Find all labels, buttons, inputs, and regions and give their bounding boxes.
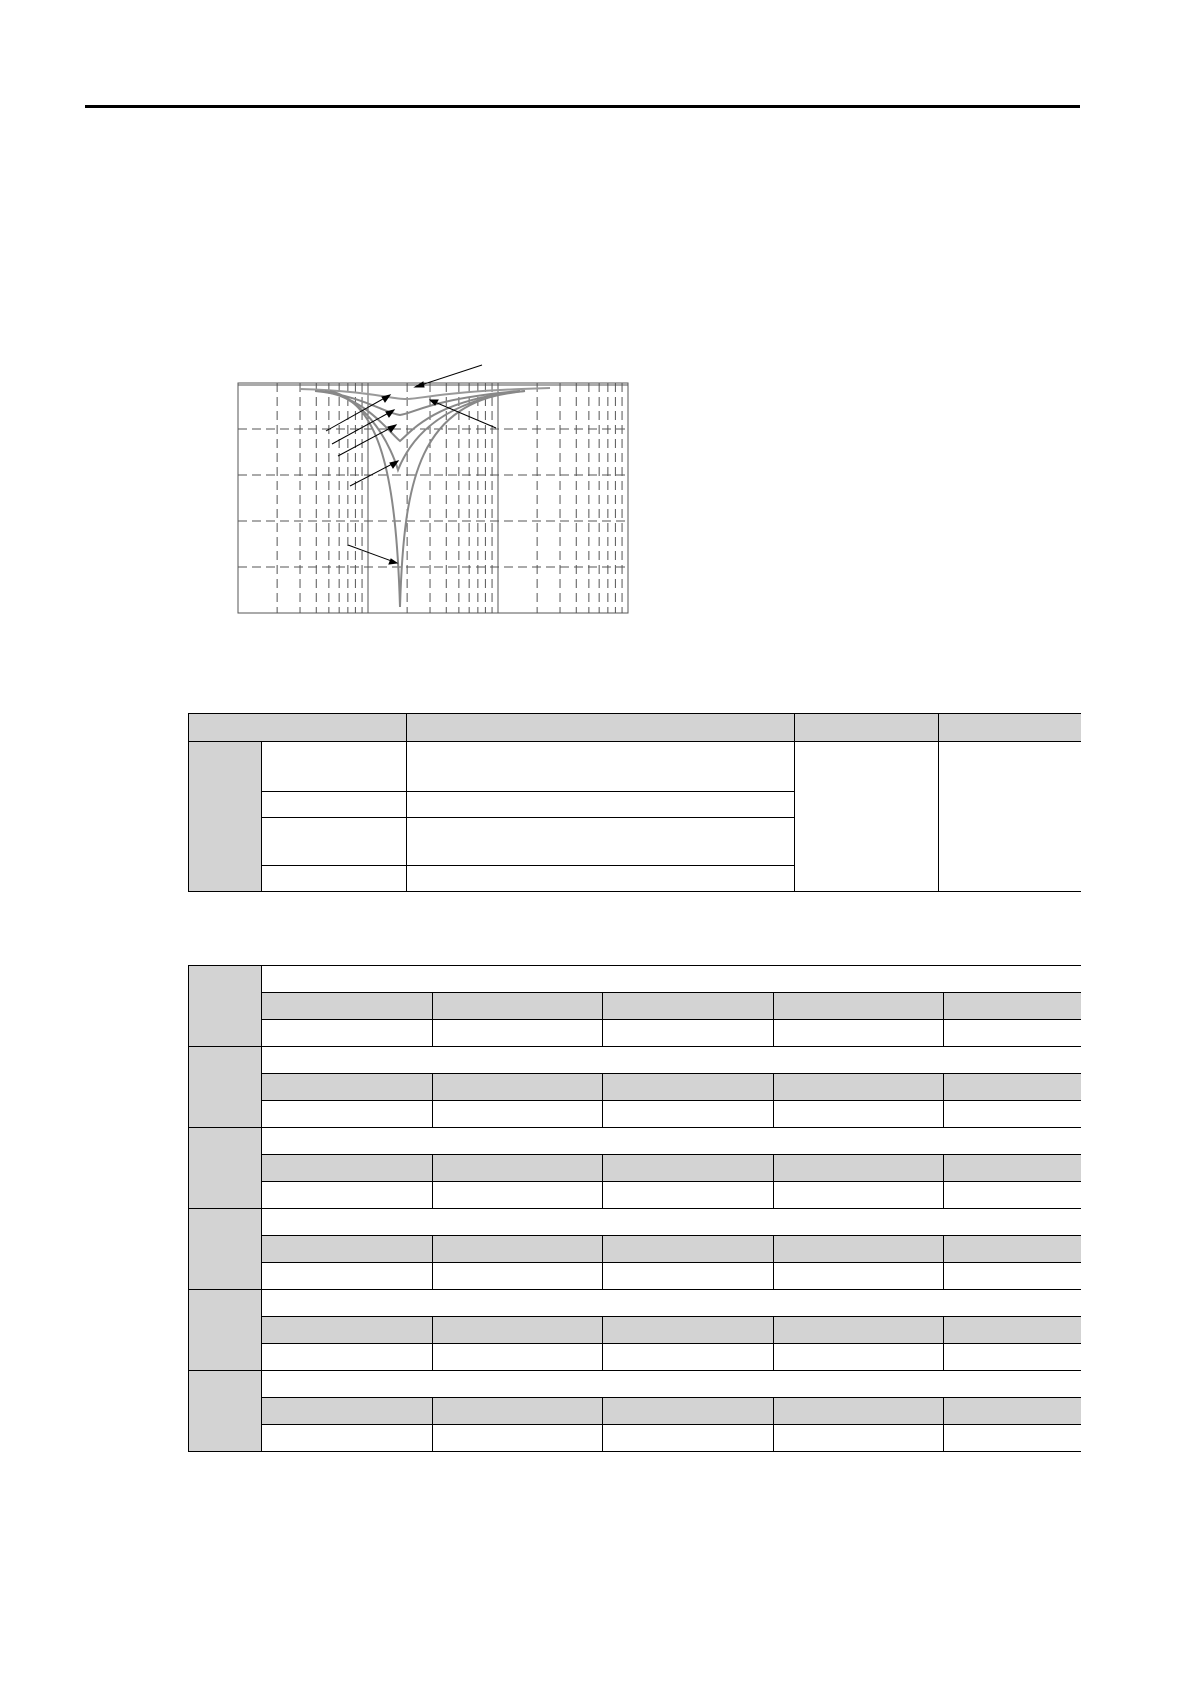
group-header-cell xyxy=(433,1317,603,1344)
table-header-cell xyxy=(939,714,1081,742)
group-cell xyxy=(189,742,262,892)
row-desc-cell xyxy=(407,792,795,818)
parameter-table xyxy=(188,713,1081,892)
group-title-row xyxy=(189,966,1081,993)
group-value-cell xyxy=(944,1344,1081,1371)
group-value-cell xyxy=(944,1182,1081,1209)
group-side-cell xyxy=(189,1209,262,1290)
group-value-cell xyxy=(262,1182,433,1209)
group-header-cell xyxy=(262,1074,433,1101)
header-rule xyxy=(85,105,1080,108)
group-header-cell xyxy=(944,993,1081,1020)
group-value-cell xyxy=(774,1182,944,1209)
plot-frame xyxy=(238,383,628,613)
group-value-cell xyxy=(262,1263,433,1290)
table-row xyxy=(189,742,1081,792)
group-header-cell xyxy=(433,993,603,1020)
group-header-cell xyxy=(603,1398,774,1425)
row-desc-cell xyxy=(407,818,795,866)
group-header-cell xyxy=(944,1236,1081,1263)
group-value-cell xyxy=(603,1344,774,1371)
row-name-cell xyxy=(262,792,407,818)
group-header-row xyxy=(189,1317,1081,1344)
group-header-cell xyxy=(262,1236,433,1263)
callout-line-top xyxy=(415,365,482,387)
group-value-cell xyxy=(603,1263,774,1290)
group-value-cell xyxy=(774,1020,944,1047)
group-title-cell xyxy=(262,1209,1081,1236)
shared-value-cell xyxy=(939,742,1081,892)
group-side-cell xyxy=(189,966,262,1047)
group-header-cell xyxy=(774,1317,944,1344)
callout-line-right xyxy=(430,400,496,428)
row-name-cell xyxy=(262,742,407,792)
callout-arrowhead-bottom xyxy=(389,559,397,564)
group-value-cell xyxy=(944,1101,1081,1128)
group-value-row xyxy=(189,1263,1081,1290)
group-header-cell xyxy=(944,1074,1081,1101)
group-header-row xyxy=(189,1155,1081,1182)
group-side-cell xyxy=(189,1371,262,1452)
row-name-cell xyxy=(262,818,407,866)
group-header-cell xyxy=(262,1317,433,1344)
group-side-cell xyxy=(189,1047,262,1128)
group-header-cell xyxy=(944,1155,1081,1182)
group-header-cell xyxy=(944,1317,1081,1344)
group-header-cell xyxy=(603,1155,774,1182)
group-value-cell xyxy=(944,1020,1081,1047)
group-value-cell xyxy=(433,1101,603,1128)
group-header-cell xyxy=(262,993,433,1020)
table-header-cell xyxy=(189,714,407,742)
group-title-cell xyxy=(262,1047,1081,1074)
group-value-cell xyxy=(262,1344,433,1371)
group-header-row xyxy=(189,993,1081,1020)
group-header-cell xyxy=(774,1236,944,1263)
group-header-cell xyxy=(433,1155,603,1182)
group-header-cell xyxy=(603,1236,774,1263)
group-header-cell xyxy=(774,993,944,1020)
group-header-cell xyxy=(603,993,774,1020)
shared-value-cell xyxy=(795,742,939,892)
group-value-row xyxy=(189,1344,1081,1371)
group-title-cell xyxy=(262,1128,1081,1155)
group-value-cell xyxy=(433,1182,603,1209)
group-value-row xyxy=(189,1101,1081,1128)
notch-curve-1 xyxy=(315,391,520,415)
group-value-row xyxy=(189,1182,1081,1209)
callout-line-left-3 xyxy=(338,425,396,456)
group-header-row xyxy=(189,1398,1081,1425)
group-value-cell xyxy=(433,1020,603,1047)
row-name-cell xyxy=(262,866,407,892)
group-value-cell xyxy=(774,1263,944,1290)
group-header-cell xyxy=(774,1155,944,1182)
table-header-row xyxy=(189,714,1081,742)
group-header-cell xyxy=(774,1398,944,1425)
group-side-cell xyxy=(189,1128,262,1209)
group-side-cell xyxy=(189,1290,262,1371)
notch-curve-deep xyxy=(330,391,520,607)
group-value-cell xyxy=(774,1425,944,1452)
group-header-row xyxy=(189,1236,1081,1263)
group-value-cell xyxy=(262,1020,433,1047)
group-value-cell xyxy=(603,1425,774,1452)
group-title-row xyxy=(189,1047,1081,1074)
row-desc-cell xyxy=(407,742,795,792)
table-header-cell xyxy=(795,714,939,742)
group-title-row xyxy=(189,1209,1081,1236)
group-header-cell xyxy=(262,1155,433,1182)
group-value-row xyxy=(189,1425,1081,1452)
group-header-cell xyxy=(774,1074,944,1101)
group-value-cell xyxy=(433,1344,603,1371)
settings-table xyxy=(188,965,1081,1452)
group-value-cell xyxy=(433,1263,603,1290)
group-value-cell xyxy=(262,1101,433,1128)
group-value-cell xyxy=(603,1182,774,1209)
group-header-cell xyxy=(603,1317,774,1344)
group-title-row xyxy=(189,1371,1081,1398)
group-header-cell xyxy=(603,1074,774,1101)
group-value-cell xyxy=(262,1425,433,1452)
group-value-cell xyxy=(944,1425,1081,1452)
group-value-cell xyxy=(774,1101,944,1128)
group-value-cell xyxy=(433,1425,603,1452)
group-title-row xyxy=(189,1128,1081,1155)
horizontal-gridlines xyxy=(238,429,628,567)
group-header-cell xyxy=(262,1398,433,1425)
row-desc-cell xyxy=(407,866,795,892)
frequency-response-figure xyxy=(220,355,640,615)
group-title-cell xyxy=(262,1290,1081,1317)
group-header-cell xyxy=(433,1074,603,1101)
group-value-cell xyxy=(944,1263,1081,1290)
group-title-row xyxy=(189,1290,1081,1317)
group-title-cell xyxy=(262,966,1081,993)
group-header-row xyxy=(189,1074,1081,1101)
group-value-cell xyxy=(603,1020,774,1047)
group-value-cell xyxy=(603,1101,774,1128)
group-title-cell xyxy=(262,1371,1081,1398)
group-header-cell xyxy=(433,1398,603,1425)
group-value-row xyxy=(189,1020,1081,1047)
table-header-cell xyxy=(407,714,795,742)
group-header-cell xyxy=(433,1236,603,1263)
group-header-cell xyxy=(944,1398,1081,1425)
group-value-cell xyxy=(774,1344,944,1371)
